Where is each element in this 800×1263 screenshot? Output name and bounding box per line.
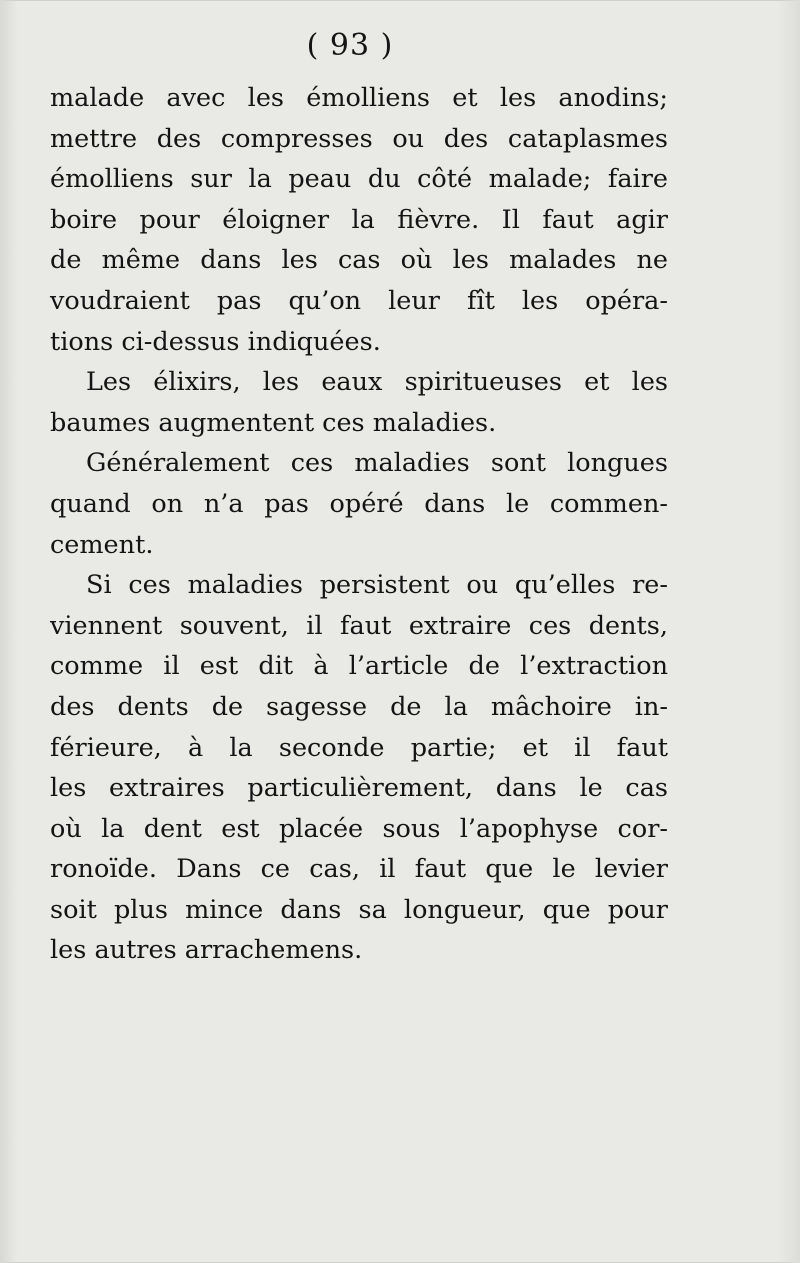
text-line: où la dent est placée sous l’apophyse cor- [50,813,668,844]
text-line: férieure, à la seconde partie; et il faut [50,732,668,763]
text-line: des dents de sagesse de la mâchoire in- [50,691,668,722]
text-line: malade avec les émolliens et les anodins; [50,83,668,113]
text-line: les extraires particulièrement, dans le cas [50,773,668,804]
body-text [50,78,668,971]
text-line: Généralement ces maladies sont longues [86,448,668,479]
text-line: Les élixirs, les eaux spiritueuses et les [86,367,668,398]
text-line: quand on n’a pas opéré dans le commen- [50,488,668,519]
text-line: boire pour éloigner la fièvre. Il faut agir [50,204,668,235]
text-line: ronoïde. Dans ce cas, il faut que le levier [50,854,668,885]
text-line: mettre des compresses ou des cataplasmes [50,123,668,154]
text-line: cement. [50,529,154,560]
text-line: les autres arrachemens. [50,935,363,966]
text-line: viennent souvent, il faut extraire ces dents, [50,610,668,641]
text-line: de même dans les cas où les malades ne [50,245,668,276]
text-line: soit plus mince dans sa longueur, que pour [50,894,668,925]
text-line: tions ci-dessus indiquées. [50,326,381,357]
text-line: émolliens sur la peau du côté malade; faire [50,164,668,195]
text-line: baumes augmentent ces maladies. [50,407,497,438]
text-line: comme il est dit à l’article de l’extraction [50,651,668,682]
text-line: Si ces maladies persistent ou qu’elles re- [86,570,668,601]
text-line: voudraient pas qu’on leur fît les opéra- [50,285,668,316]
page-number: ( 93 ) [306,28,394,63]
